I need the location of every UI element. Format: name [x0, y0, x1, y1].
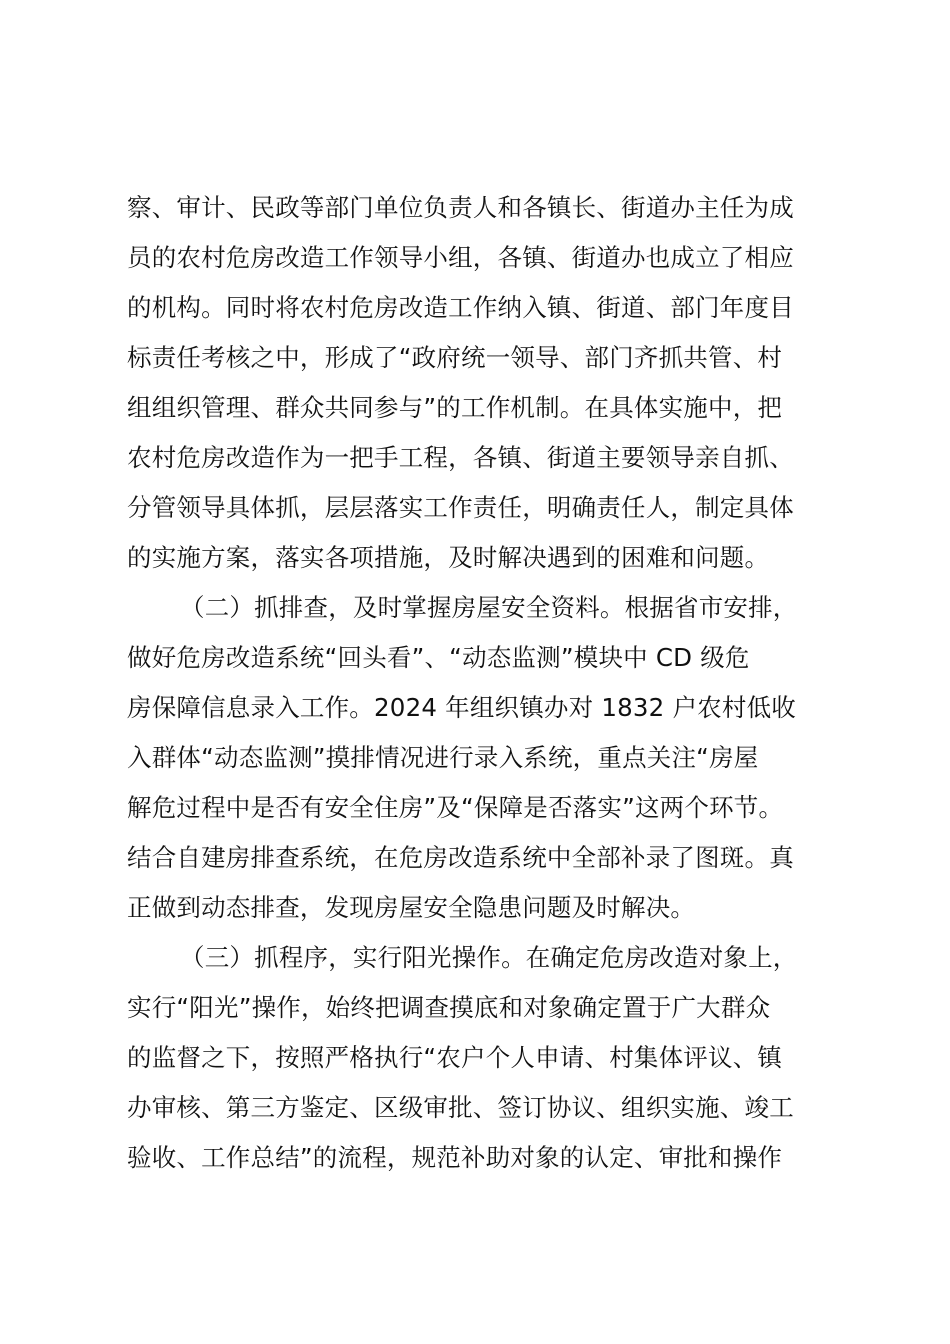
text-line: 农村危房改造作为一把手工程，各镇、街道主要领导亲自抓、: [127, 443, 794, 472]
section-heading-line: （三）抓程序，实行阳光操作。在确定危房改造对象上，: [180, 943, 798, 972]
text-line: 察、审计、民政等部门单位负责人和各镇长、街道办主任为成: [127, 193, 794, 222]
text-line: 实行“阳光”操作，始终把调查摸底和对象确定置于广大群众: [127, 993, 771, 1022]
section-heading-line: （二）抓排查，及时掌握房屋安全资料。根据省市安排，: [180, 593, 798, 622]
text-line: 解危过程中是否有安全住房”及“保障是否落实”这两个环节。: [127, 793, 784, 822]
document-body: [127, 183, 837, 1183]
text-line: 正做到动态排查，发现房屋安全隐患问题及时解决。: [127, 893, 696, 922]
text-line: 验收、工作总结”的流程，规范补助对象的认定、审批和操作: [127, 1143, 783, 1172]
text-line: 分管领导具体抓，层层落实工作责任，明确责任人，制定具体: [127, 493, 794, 522]
text-line: 标责任考核之中，形成了“政府统一领导、部门齐抓共管、村: [127, 343, 783, 372]
text-line: 的机构。同时将农村危房改造工作纳入镇、街道、部门年度目: [127, 293, 794, 322]
text-line: 入群体“动态监测”摸排情况进行录入系统，重点关注“房屋: [127, 743, 759, 772]
text-line: 结合自建房排查系统，在危房改造系统中全部补录了图斑。真: [127, 843, 794, 872]
text-line: 做好危房改造系统“回头看”、“动态监测”模块中 CD 级危: [127, 643, 750, 672]
text-line: 的实施方案，落实各项措施，及时解决遇到的困难和问题。: [127, 543, 770, 572]
text-line: 办审核、第三方鉴定、区级审批、签订协议、组织实施、竣工: [127, 1093, 794, 1122]
text-line: 房保障信息录入工作。2024 年组织镇办对 1832 户农村低收: [127, 693, 796, 722]
text-line: 的监督之下，按照严格执行“农户个人申请、村集体评议、镇: [127, 1043, 783, 1072]
text-line: 员的农村危房改造工作领导小组，各镇、街道办也成立了相应: [127, 243, 794, 272]
text-line: 组组织管理、群众共同参与”的工作机制。在具体实施中，把: [127, 393, 783, 422]
